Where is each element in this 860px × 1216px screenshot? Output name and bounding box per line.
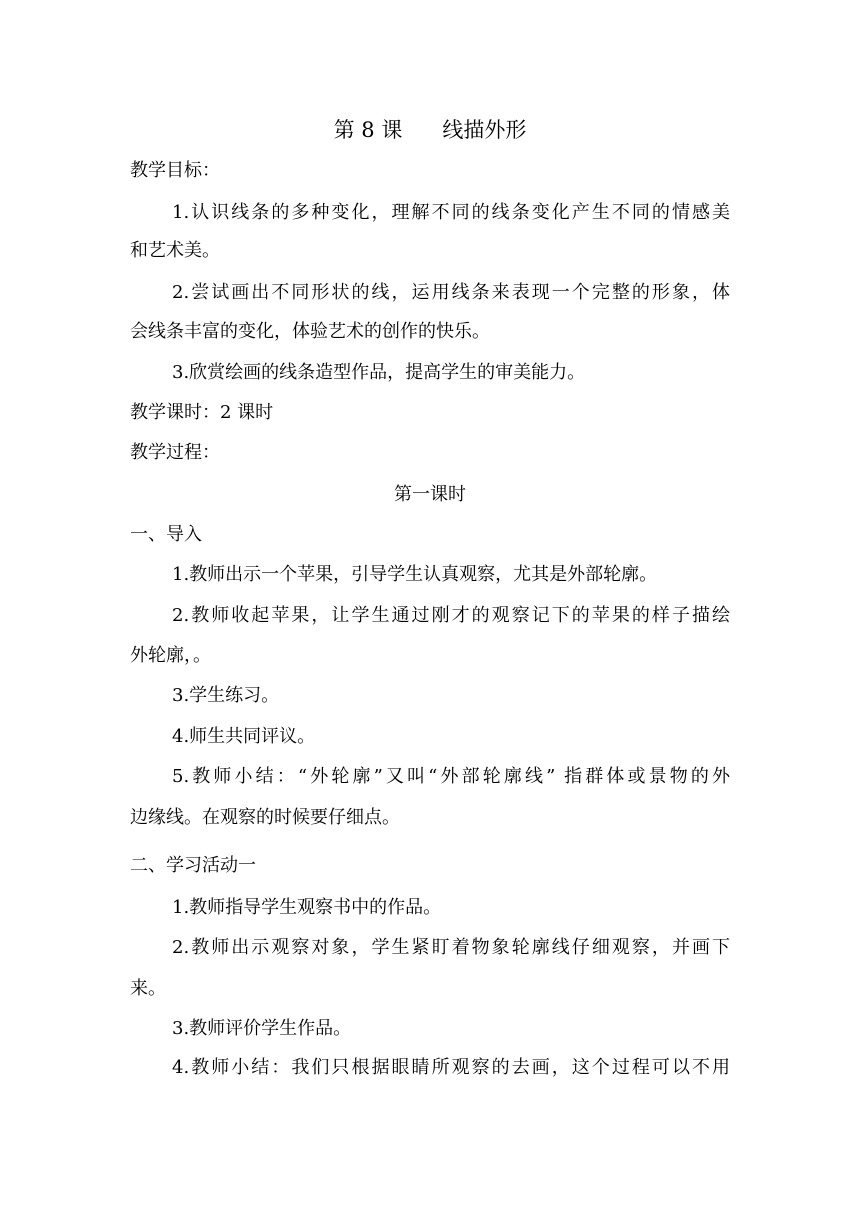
class-hours: 教学课时：2 课时 — [130, 402, 274, 423]
intro-step-3: 3.学生练习。 — [172, 685, 280, 706]
objective-1-line-1: 1.认识线条的多种变化，理解不同的线条变化产生不同的情感美 — [172, 202, 730, 223]
intro-step-4: 4.师生共同评议。 — [172, 726, 316, 747]
activity-step-2-line-2: 来。 — [130, 978, 166, 999]
intro-step-5-line-1: 5.教师小结：“外轮廓”又叫“外部轮廓线” 指群体或景物的外 — [172, 766, 730, 787]
first-lesson-heading: 第一课时 — [394, 484, 466, 505]
intro-step-5-line-2: 边缘线。在观察的时候要仔细点。 — [130, 807, 400, 828]
intro-step-1: 1.教师出示一个苹果，引导学生认真观察，尤其是外部轮廓。 — [172, 564, 658, 585]
objective-1-line-2: 和艺术美。 — [130, 240, 220, 261]
section-heading-objectives: 教学目标： — [130, 160, 220, 181]
activity-step-4-line-1: 4.教师小结：我们只根据眼睛所观察的去画，这个过程可以不用 — [172, 1057, 730, 1078]
objective-2-line-2: 会线条丰富的变化，体验艺术的创作的快乐。 — [130, 321, 490, 342]
section-heading-process: 教学过程： — [130, 442, 220, 463]
section-activity-heading: 二、学习活动一 — [130, 855, 256, 876]
activity-step-3: 3.教师评价学生作品。 — [172, 1018, 352, 1039]
intro-step-2-line-1: 2.教师收起苹果，让学生通过刚才的观察记下的苹果的样子描绘 — [172, 605, 730, 626]
objective-2-line-1: 2.尝试画出不同形状的线，运用线条来表现一个完整的形象，体 — [172, 282, 730, 303]
objective-3: 3.欣赏绘画的线条造型作品，提高学生的审美能力。 — [172, 362, 586, 383]
intro-step-2-line-2: 外轮廓，。 — [130, 645, 211, 666]
activity-step-2-line-1: 2.教师出示观察对象，学生紧盯着物象轮廓线仔细观察，并画下 — [172, 937, 730, 958]
section-intro-heading: 一、导入 — [130, 524, 202, 545]
lesson-title: 第 8 课 线描外形 — [333, 118, 527, 142]
activity-step-1: 1.教师指导学生观察书中的作品。 — [172, 897, 442, 918]
